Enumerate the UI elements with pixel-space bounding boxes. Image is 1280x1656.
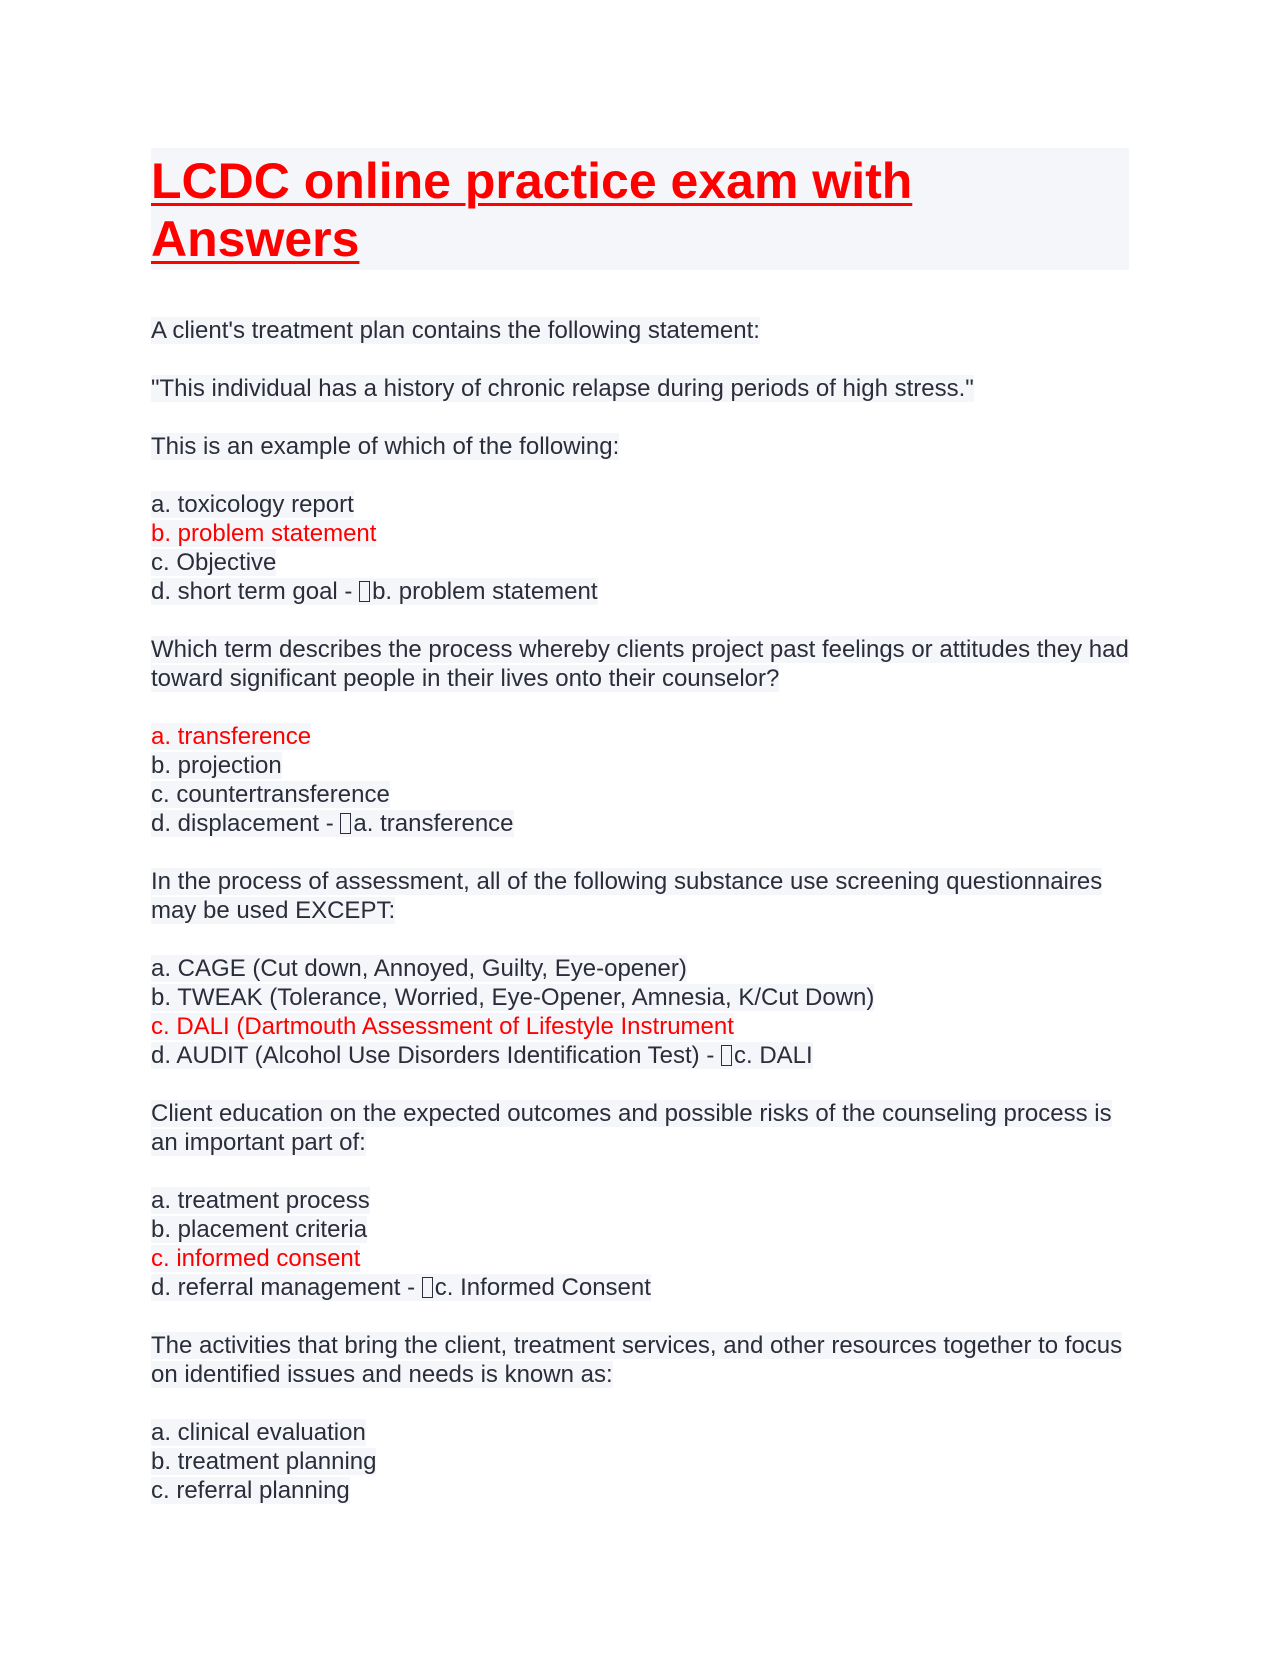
option-b-correct: b. problem statement: [151, 520, 377, 547]
question-3-paragraph-1: In the process of assessment, all of the following substance use screening questionnaires may be used EXCEPT:: [151, 868, 1103, 924]
question-2-options: [151, 722, 1129, 838]
question-5-paragraph-1: The activities that bring the client, treatment services, and other resources together to focus on identified issues and needs is known as:: [151, 1332, 1123, 1388]
question-5: [151, 1331, 1129, 1505]
missing-glyph-icon: [721, 1045, 732, 1066]
option-d: d. AUDIT (Alcohol Use Disorders Identification Test) -: [151, 1042, 721, 1069]
option-b: b. projection: [151, 752, 282, 779]
question-list: [151, 316, 1129, 1505]
option-a: a. clinical evaluation: [151, 1419, 366, 1446]
title-block: [151, 148, 1129, 270]
question-1-paragraph-1: A client's treatment plan contains the following statement:: [151, 317, 760, 344]
question-1: [151, 316, 1129, 606]
document-page: [151, 148, 1129, 1534]
question-1-options: [151, 490, 1129, 606]
answer-text: c. Informed Consent: [434, 1274, 651, 1301]
question-1-paragraph-2: "This individual has a history of chronic relapse during periods of high stress.": [151, 375, 974, 402]
question-3: [151, 867, 1129, 1070]
option-b: b. TWEAK (Tolerance, Worried, Eye-Opener, Amnesia, K/Cut Down): [151, 984, 875, 1011]
question-4: [151, 1099, 1129, 1302]
answer-text: b. problem statement: [372, 578, 598, 605]
option-d: d. short term goal -: [151, 578, 360, 605]
answer-text: c. DALI: [734, 1042, 813, 1069]
option-b: b. placement criteria: [151, 1216, 368, 1243]
question-1-paragraph-3: This is an example of which of the following:: [151, 433, 620, 460]
option-b: b. treatment planning: [151, 1448, 377, 1475]
missing-glyph-icon: [340, 813, 351, 834]
question-5-options: [151, 1418, 1129, 1505]
option-c: c. referral planning: [151, 1477, 350, 1504]
option-a: a. toxicology report: [151, 491, 354, 518]
question-4-options: [151, 1186, 1129, 1302]
answer-text: a. transference: [353, 810, 514, 837]
document-title: LCDC online practice exam with Answers: [151, 153, 913, 267]
option-a-correct: a. transference: [151, 723, 312, 750]
option-c-correct: c. informed consent: [151, 1245, 361, 1272]
option-c-correct: c. DALI (Dartmouth Assessment of Lifestyle Instrument: [151, 1013, 734, 1040]
missing-glyph-icon: [422, 1277, 433, 1298]
option-c: c. Objective: [151, 549, 277, 576]
option-c: c. countertransference: [151, 781, 390, 808]
option-d: d. referral management -: [151, 1274, 422, 1301]
option-a: a. CAGE (Cut down, Annoyed, Guilty, Eye-opener): [151, 955, 687, 982]
question-2-paragraph-1: Which term describes the process whereby clients project past feelings or attitudes they had toward significant people in their lives onto their counselor?: [151, 636, 1129, 692]
missing-glyph-icon: [359, 581, 370, 602]
option-d: d. displacement -: [151, 810, 341, 837]
option-a: a. treatment process: [151, 1187, 370, 1214]
question-4-paragraph-1: Client education on the expected outcomes and possible risks of the counseling process is an important part of:: [151, 1100, 1112, 1156]
question-2: [151, 635, 1129, 838]
question-3-options: [151, 954, 1129, 1070]
